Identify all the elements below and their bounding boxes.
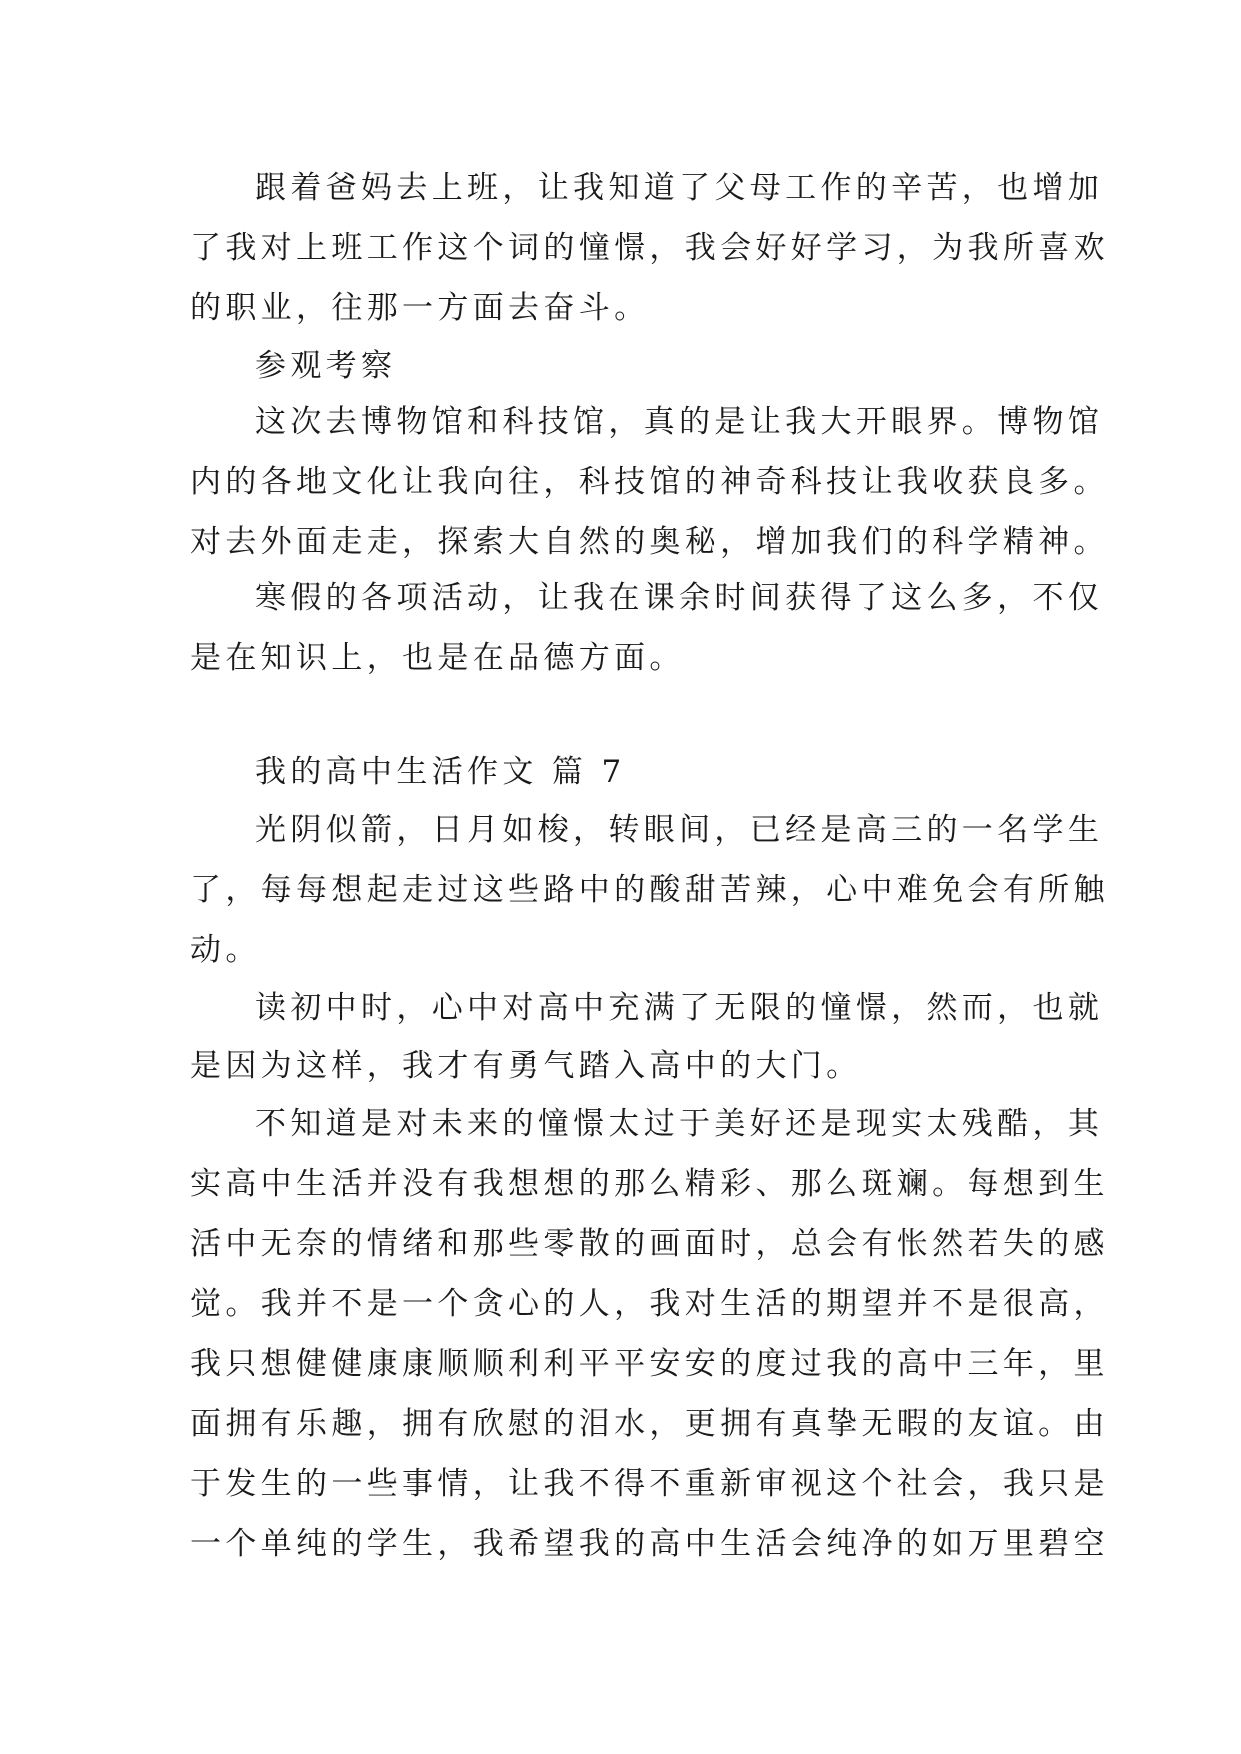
- paragraph-line: 动。: [190, 932, 261, 968]
- paragraph-line: 这次去博物馆和科技馆，真的是让我大开眼界。博物馆: [255, 404, 1104, 440]
- section-heading: 参观考察: [255, 348, 397, 384]
- paragraph-line: 了我对上班工作这个词的憧憬，我会好好学习，为我所喜欢: [190, 230, 1109, 266]
- paragraph-line: 不知道是对未来的憧憬太过于美好还是现实太残酷，其: [255, 1106, 1104, 1142]
- paragraph-line: 觉。我并不是一个贪心的人，我对生活的期望并不是很高，: [190, 1286, 1109, 1322]
- paragraph-line: 活中无奈的情绪和那些零散的画面时，总会有怅然若失的感: [190, 1226, 1109, 1262]
- paragraph-line: 跟着爸妈去上班，让我知道了父母工作的辛苦，也增加: [255, 170, 1104, 206]
- paragraph-line: 于发生的一些事情，让我不得不重新审视这个社会，我只是: [190, 1466, 1109, 1502]
- paragraph-line: 我只想健健康康顺顺利利平平安安的度过我的高中三年，里: [190, 1346, 1109, 1382]
- paragraph-line: 是因为这样，我才有勇气踏入高中的大门。: [190, 1048, 862, 1084]
- paragraph-line: 一个单纯的学生，我希望我的高中生活会纯净的如万里碧空: [190, 1526, 1109, 1562]
- paragraph-line: 实高中生活并没有我想想的那么精彩、那么斑斓。每想到生: [190, 1166, 1109, 1202]
- paragraph-line: 对去外面走走，探索大自然的奥秘，增加我们的科学精神。: [190, 524, 1109, 560]
- paragraph-line: 光阴似箭，日月如梭，转眼间，已经是高三的一名学生: [255, 812, 1104, 848]
- paragraph-line: 内的各地文化让我向往，科技馆的神奇科技让我收获良多。: [190, 464, 1109, 500]
- paragraph-line: 了，每每想起走过这些路中的酸甜苦辣，心中难免会有所触: [190, 872, 1109, 908]
- article-title: 我的高中生活作文 篇 7: [255, 754, 626, 790]
- paragraph-line: 是在知识上，也是在品德方面。: [190, 640, 685, 676]
- paragraph-line: 读初中时，心中对高中充满了无限的憧憬，然而，也就: [255, 990, 1104, 1026]
- paragraph-line: 面拥有乐趣，拥有欣慰的泪水，更拥有真挚无暇的友谊。由: [190, 1406, 1109, 1442]
- paragraph-line: 的职业，往那一方面去奋斗。: [190, 290, 650, 326]
- paragraph-line: 寒假的各项活动，让我在课余时间获得了这么多，不仅: [255, 580, 1104, 616]
